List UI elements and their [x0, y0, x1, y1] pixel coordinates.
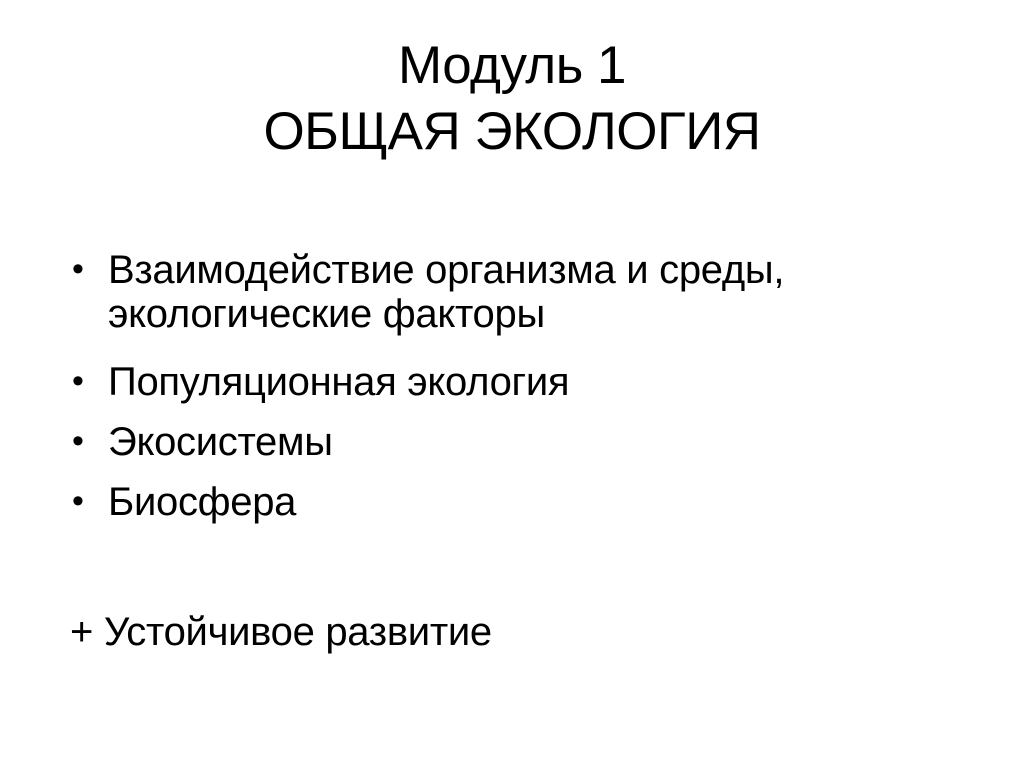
bullet-list	[70, 248, 894, 524]
bullet-text: Популяционная экология	[108, 360, 570, 404]
bullet-text: Взаимодействие организма и среды, экологические факторы	[108, 248, 785, 336]
slide-body	[70, 248, 894, 654]
title-line-1: Модуль 1	[397, 36, 627, 95]
bullet-text: Биосфера	[108, 480, 297, 524]
title-line-2: ОБЩАЯ ЭКОЛОГИЯ	[263, 102, 761, 161]
slide-title	[0, 33, 1024, 165]
bullet-item	[70, 360, 894, 404]
note-line: + Устойчивое развитие	[70, 610, 492, 654]
bullet-icon: •	[72, 422, 84, 460]
bullet-item	[70, 420, 894, 464]
bullet-item	[70, 480, 894, 524]
bullet-text: Экосистемы	[108, 420, 333, 464]
bullet-icon: •	[72, 250, 84, 288]
bullet-item	[70, 248, 894, 336]
bullet-icon: •	[72, 362, 84, 400]
bullet-icon: •	[72, 482, 84, 520]
